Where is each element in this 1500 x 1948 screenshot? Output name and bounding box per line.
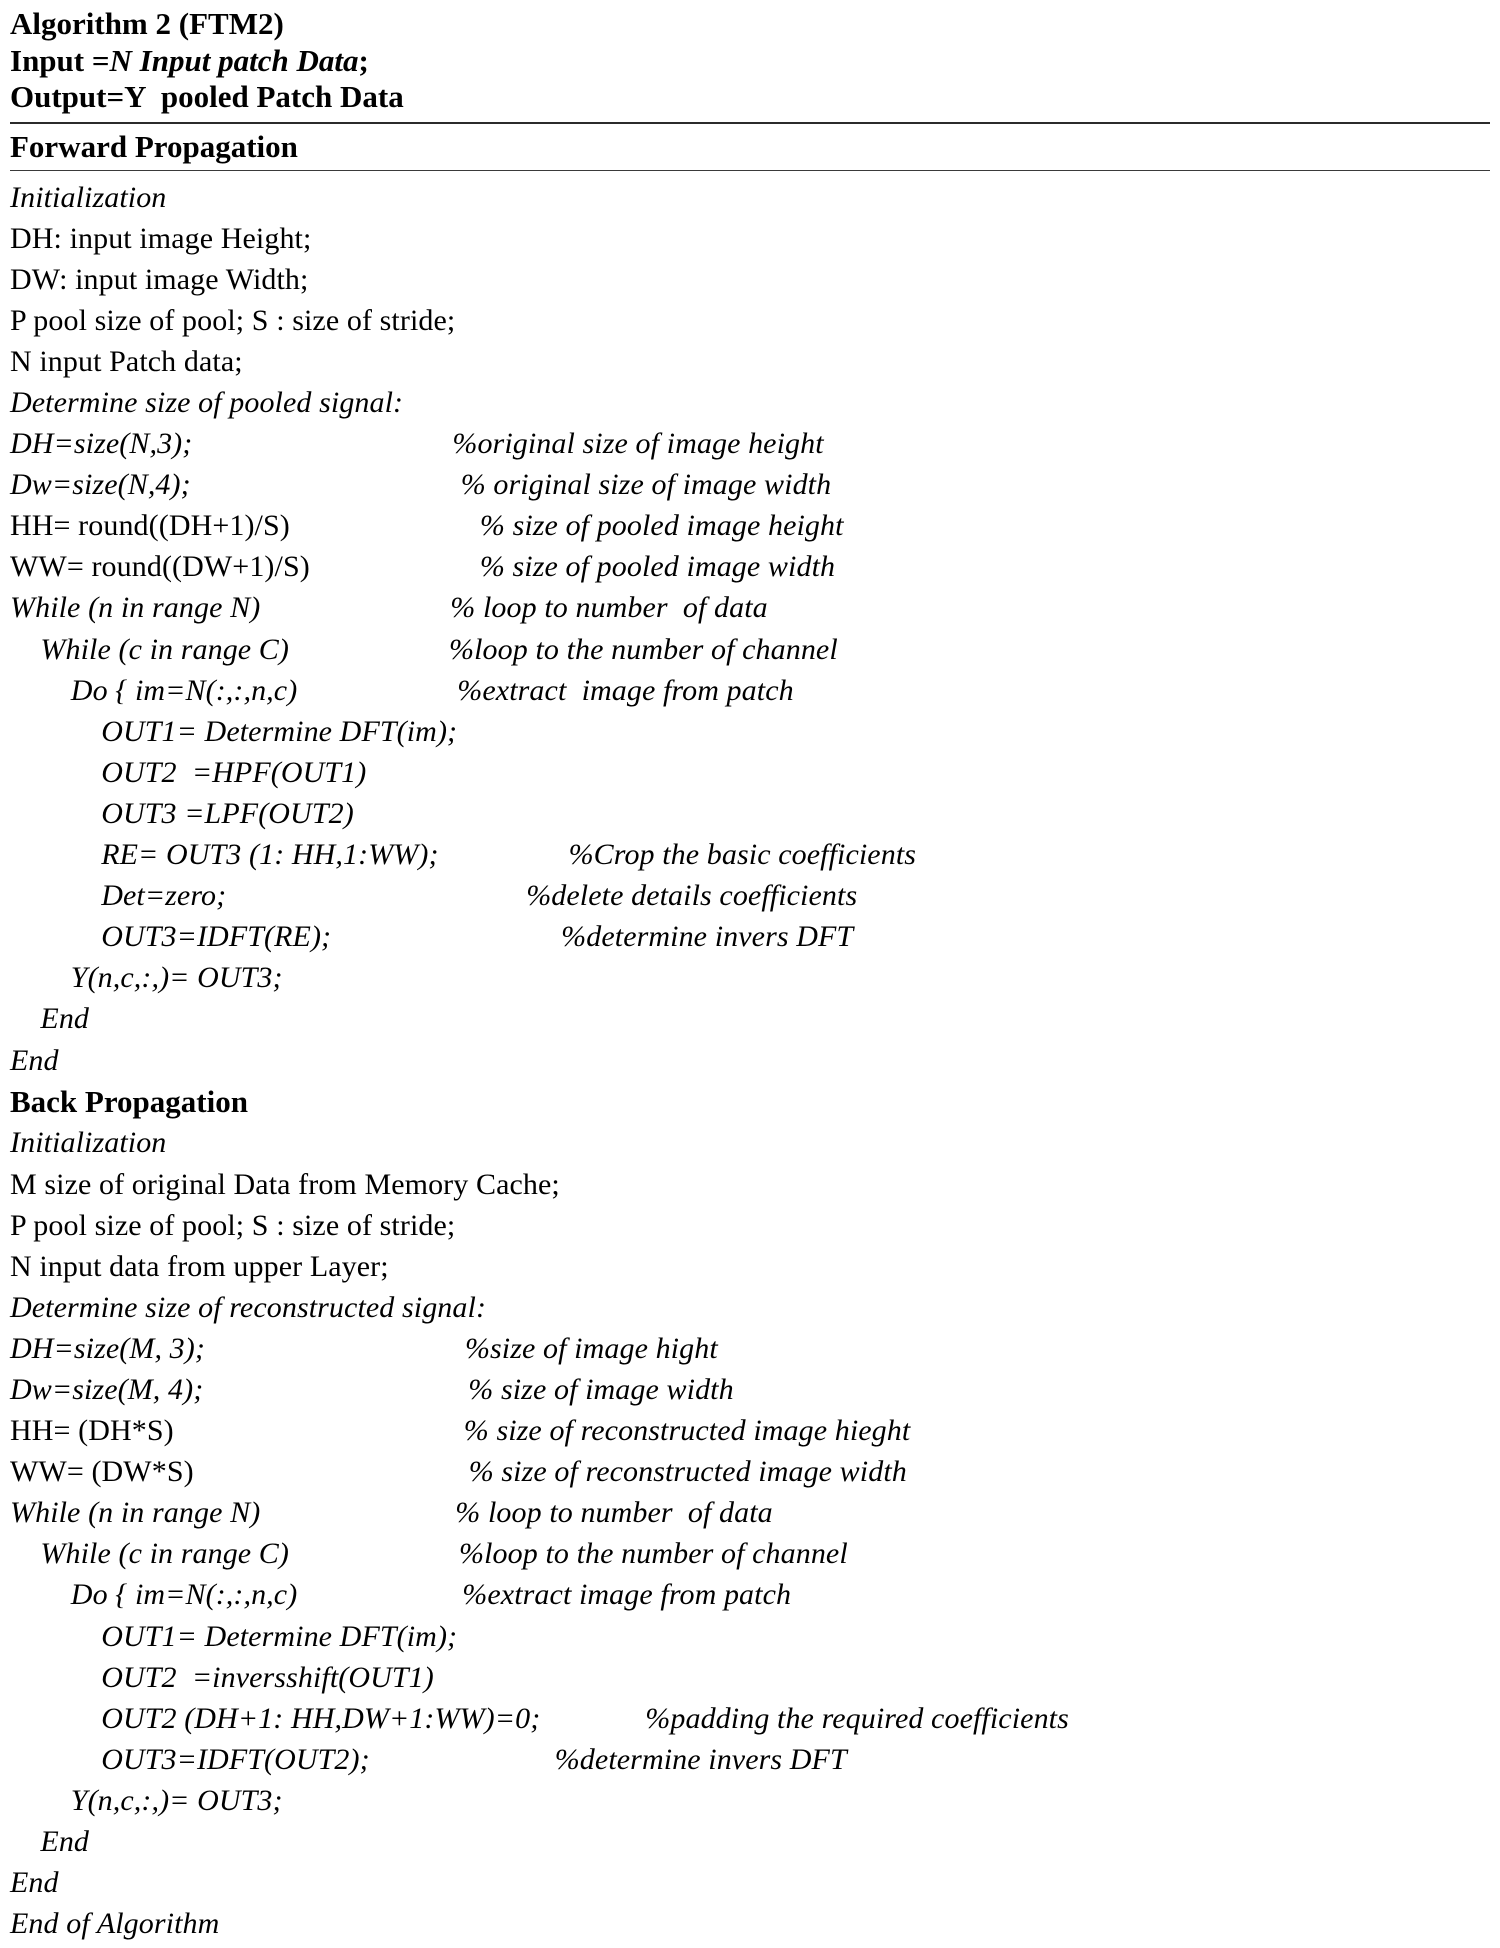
code-text: OUT1= Determine DFT(im); (10, 714, 458, 748)
code-line (10, 464, 1490, 505)
code-line (10, 1246, 1490, 1287)
code-line (10, 1287, 1490, 1328)
code-comment: %padding the required coefficients (645, 1701, 1069, 1735)
code-line (10, 1040, 1490, 1081)
code-line (10, 1205, 1490, 1246)
algorithm-output-line (10, 79, 1490, 116)
input-value: N Input patch Data (109, 42, 359, 78)
code-text: OUT1= Determine DFT(im); (10, 1619, 458, 1653)
code-comment: %determine invers DFT (554, 1742, 847, 1776)
code-text: DH=size(N,3); (10, 427, 193, 461)
code-text: OUT3=IDFT(OUT2); (10, 1742, 370, 1776)
code-text: P pool size of pool; S : size of stride; (10, 303, 456, 337)
code-text: N input data from upper Layer; (10, 1249, 389, 1283)
code-text: Dw=size(N,4); (10, 468, 191, 502)
code-text: Do { im=N(:,:,n,c) (10, 1578, 298, 1612)
algorithm-input-line (10, 43, 1490, 80)
input-suffix: ; (358, 42, 369, 78)
code-comment: %size of image hight (464, 1331, 718, 1365)
code-text: P pool size of pool; S : size of stride; (10, 1208, 456, 1242)
code-text: WW= round((DW+1)/S) (10, 550, 310, 584)
code-line (10, 1164, 1490, 1205)
code-line (10, 1328, 1490, 1369)
code-comment: % size of reconstructed image width (468, 1455, 907, 1489)
code-line (10, 1780, 1490, 1821)
output-label: Output= (10, 79, 125, 115)
code-line (10, 1574, 1490, 1615)
code-text: Det=zero; (10, 879, 227, 913)
code-comment: % original size of image width (460, 468, 832, 502)
code-line (10, 505, 1490, 546)
code-line (10, 177, 1490, 218)
code-line (10, 1657, 1490, 1698)
code-line (10, 1616, 1490, 1657)
code-line (10, 300, 1490, 341)
code-text: OUT3 =LPF(OUT2) (10, 796, 354, 830)
code-line (10, 1492, 1490, 1533)
code-comment: % size of image width (468, 1372, 734, 1406)
code-line (10, 1739, 1490, 1780)
code-comment: % size of pooled image height (479, 509, 844, 543)
code-text: DH=size(M, 3); (10, 1331, 205, 1365)
code-line (10, 341, 1490, 382)
code-text: Dw=size(M, 4); (10, 1372, 204, 1406)
code-line (10, 218, 1490, 259)
code-text: DH: input image Height; (10, 221, 312, 255)
code-text: While (c in range C) (10, 632, 290, 666)
code-text: OUT3=IDFT(RE); (10, 920, 332, 954)
code-text: OUT2 (DH+1: HH,DW+1:WW)=0; (10, 1701, 541, 1735)
code-line (10, 629, 1490, 670)
code-comment: %determine invers DFT (561, 920, 854, 954)
forward-propagation-lines (10, 177, 1490, 1081)
code-comment: % size of pooled image width (479, 550, 836, 584)
code-text: Initialization (10, 1126, 167, 1160)
code-text: While (n in range N) (10, 591, 261, 625)
code-line (10, 916, 1490, 957)
code-text: RE= OUT3 (1: HH,1:WW); (10, 838, 439, 872)
code-text: Do { im=N(:,:,n,c) (10, 673, 298, 707)
code-text: While (c in range C) (10, 1537, 290, 1571)
code-text: End (10, 1002, 90, 1036)
code-line (10, 1533, 1490, 1574)
code-text: HH= (DH*S) (10, 1414, 174, 1448)
code-line (10, 259, 1490, 300)
divider-forward (10, 170, 1490, 171)
code-text: Determine size of pooled signal: (10, 386, 404, 420)
code-text: M size of original Data from Memory Cache; (10, 1167, 560, 1201)
code-text: Determine size of reconstructed signal: (10, 1290, 487, 1324)
input-label: Input = (10, 42, 110, 78)
code-line (10, 957, 1490, 998)
code-comment: % loop to number of data (455, 1496, 773, 1530)
code-line (10, 1369, 1490, 1410)
code-text: N input Patch data; (10, 344, 243, 378)
code-line (10, 546, 1490, 587)
code-line (10, 1862, 1490, 1903)
code-line (10, 423, 1490, 464)
code-line (10, 382, 1490, 423)
code-comment: % size of reconstructed image hieght (463, 1414, 911, 1448)
code-comment: %loop to the number of channel (449, 632, 838, 666)
algorithm-title: Algorithm 2 (FTM2) (10, 6, 284, 41)
code-line (10, 875, 1490, 916)
section-title-forward: Forward Propagation (10, 128, 298, 164)
code-comment: %original size of image height (452, 427, 824, 461)
code-line (10, 1698, 1490, 1739)
code-line (10, 587, 1490, 628)
code-line (10, 670, 1490, 711)
code-line (10, 998, 1490, 1039)
code-comment: %Crop the basic coefficients (568, 838, 917, 872)
code-text: Y(n,c,:,)= OUT3; (10, 1783, 283, 1817)
code-line (10, 834, 1490, 875)
section-title-back: Back Propagation (10, 1083, 248, 1119)
code-text: End (10, 1825, 90, 1859)
code-line (10, 1122, 1490, 1163)
code-text: End (10, 1043, 59, 1077)
back-propagation-lines (10, 1122, 1490, 1944)
code-comment: % loop to number of data (450, 591, 768, 625)
code-text: OUT2 =HPF(OUT1) (10, 755, 367, 789)
code-line (10, 711, 1490, 752)
divider-top (10, 122, 1490, 124)
code-text: Initialization (10, 180, 167, 214)
code-text: End (10, 1866, 59, 1900)
code-text: DW: input image Width; (10, 262, 309, 296)
code-text: HH= round((DH+1)/S) (10, 509, 290, 543)
code-comment: %extract image from patch (457, 673, 794, 707)
code-text: Y(n,c,:,)= OUT3; (10, 961, 283, 995)
code-line (10, 1451, 1490, 1492)
output-value: Y pooled Patch Data (124, 79, 404, 115)
code-line (10, 1410, 1490, 1451)
code-text: End of Algorithm (10, 1907, 220, 1941)
code-line (10, 752, 1490, 793)
code-text: WW= (DW*S) (10, 1455, 194, 1489)
code-line (10, 1821, 1490, 1862)
code-comment: %delete details coefficients (526, 879, 858, 913)
code-text: While (n in range N) (10, 1496, 261, 1530)
code-line (10, 793, 1490, 834)
code-text: OUT2 =inversshift(OUT1) (10, 1660, 434, 1694)
code-line (10, 1903, 1490, 1944)
algorithm-header (10, 6, 1490, 116)
code-comment: %loop to the number of channel (459, 1537, 848, 1571)
code-comment: %extract image from patch (462, 1578, 792, 1612)
